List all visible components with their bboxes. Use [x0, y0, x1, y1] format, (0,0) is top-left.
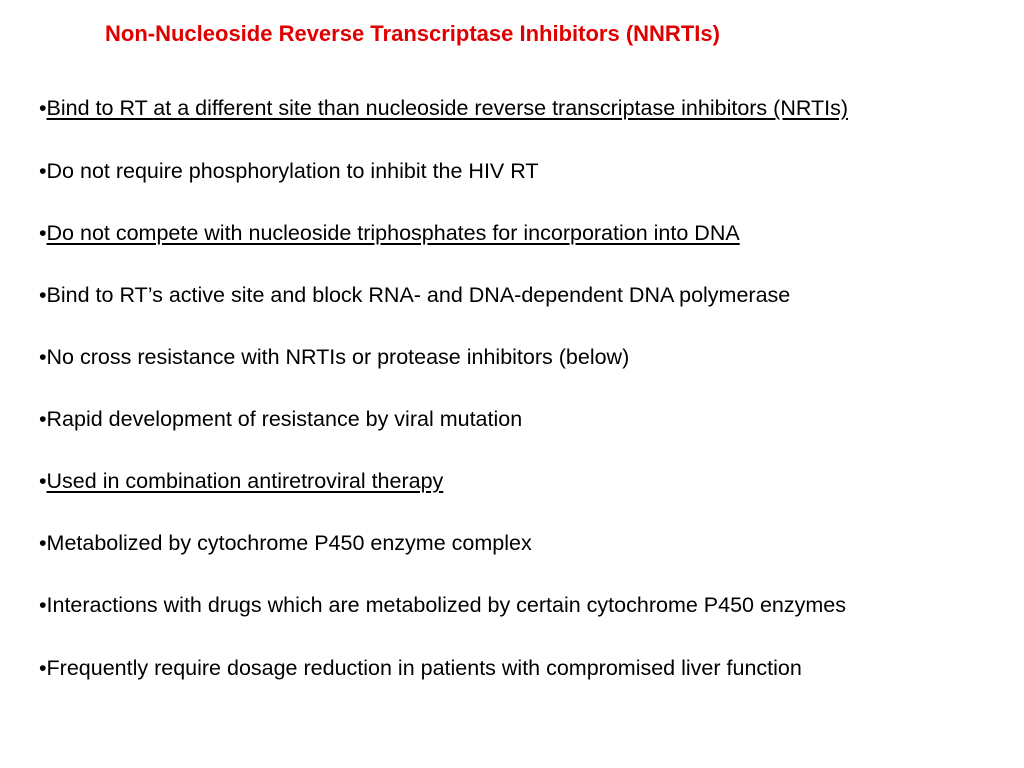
bullet-item	[39, 218, 974, 248]
bullet-item	[39, 653, 974, 683]
bullet-text: Bind to RT’s active site and block RNA- and DNA-dependent DNA polymerase	[46, 283, 791, 307]
bullet-marker: •	[39, 283, 47, 307]
bullet-item	[39, 466, 974, 496]
slide-title: Non-Nucleoside Reverse Transcriptase Inhibitors (NNRTIs)	[105, 21, 720, 46]
bullet-text: Used in combination antiretroviral therapy	[46, 469, 444, 493]
bullet-marker: •	[39, 656, 47, 680]
bullet-item	[39, 156, 974, 186]
bullet-text: Bind to RT at a different site than nucleoside reverse transcriptase inhibitors (NRTIs)	[46, 96, 848, 120]
bullet-text: Frequently require dosage reduction in patients with compromised liver function	[46, 656, 802, 680]
bullet-item	[39, 93, 974, 123]
bullet-marker: •	[39, 593, 47, 617]
bullet-marker: •	[39, 159, 47, 183]
bullet-item	[39, 590, 974, 620]
bullet-text: No cross resistance with NRTIs or protease inhibitors (below)	[46, 345, 630, 369]
bullet-item	[39, 404, 974, 434]
bullet-text: Rapid development of resistance by viral mutation	[46, 407, 523, 431]
bullet-list	[39, 93, 974, 715]
bullet-marker: •	[39, 345, 47, 369]
bullet-marker: •	[39, 531, 47, 555]
bullet-text: Interactions with drugs which are metabolized by certain cytochrome P450 enzymes	[46, 593, 846, 617]
bullet-marker: •	[39, 407, 47, 431]
bullet-item	[39, 280, 974, 310]
bullet-item	[39, 528, 974, 558]
bullet-marker: •	[39, 221, 47, 245]
bullet-marker: •	[39, 469, 47, 493]
bullet-item	[39, 342, 974, 372]
bullet-text: Do not require phosphorylation to inhibit the HIV RT	[46, 159, 539, 183]
bullet-marker: •	[39, 96, 47, 120]
bullet-text: Do not compete with nucleoside triphosphates for incorporation into DNA	[46, 221, 740, 245]
bullet-text: Metabolized by cytochrome P450 enzyme complex	[46, 531, 532, 555]
